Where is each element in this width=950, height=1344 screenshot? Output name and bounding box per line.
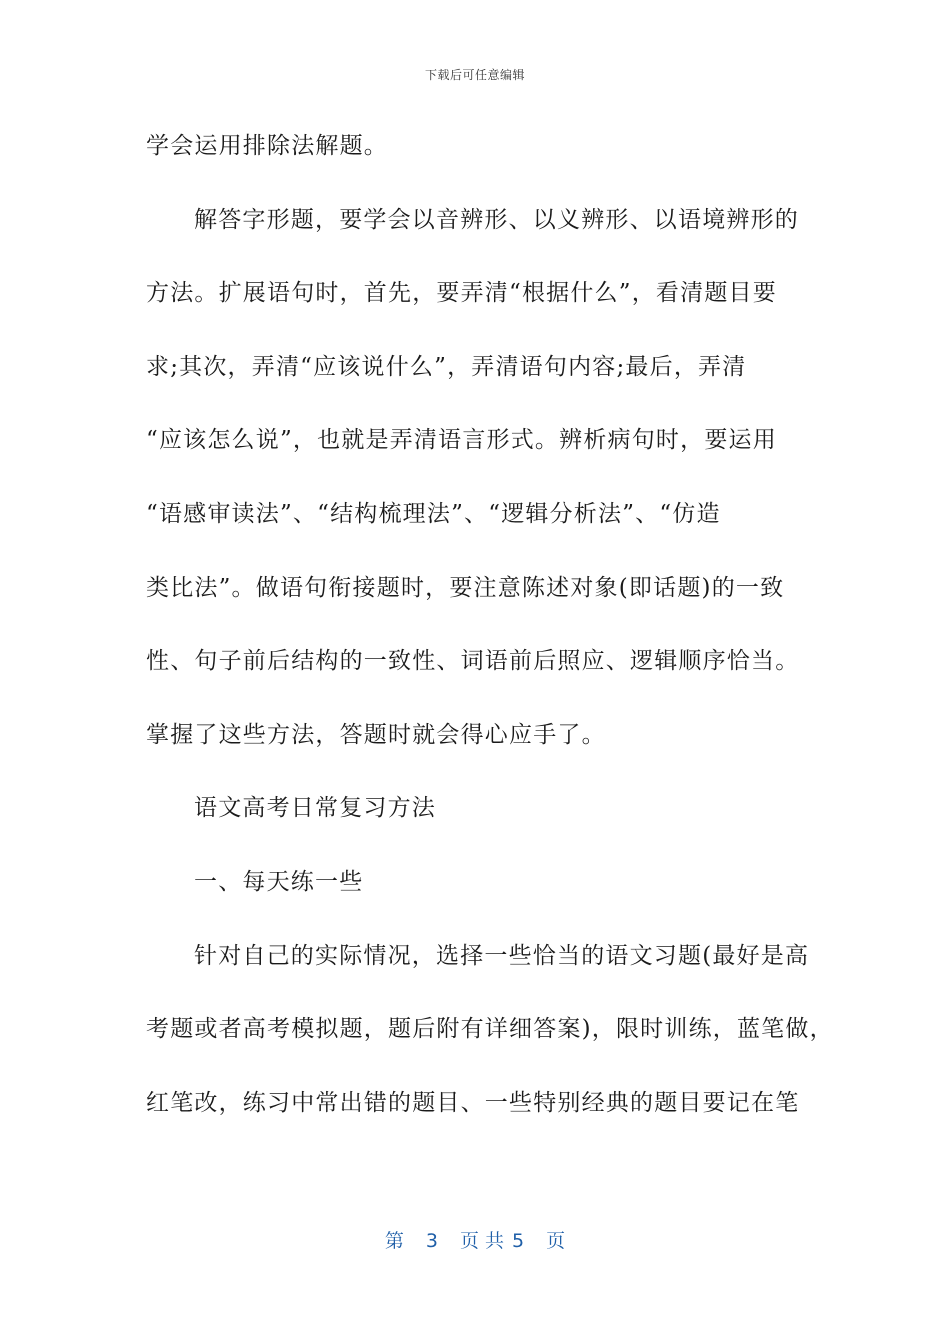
text-line-12: 针对自己的实际情况，选择一些恰当的语文习题(最好是高 xyxy=(194,942,810,969)
text-line-5: “应该怎么说”，也就是弄清语言形式。辨析病句时，要运用 xyxy=(146,427,777,454)
text-line-2: 解答字形题，要学会以音辨形、以义辨形、以语境辨形的 xyxy=(194,206,799,233)
text-line-14: 红笔改，练习中常出错的题目、一些特别经典的题目要记在笔 xyxy=(146,1089,800,1116)
text-line-1: 学会运用排除法解题。 xyxy=(146,133,388,159)
section-heading: 语文高考日常复习方法 xyxy=(194,795,436,822)
footer-middle: 页 共 xyxy=(459,1230,505,1252)
page-header: 下载后可任意编辑 xyxy=(424,68,525,82)
text-line-6: “语感审读法”、“结构梳理法”、“逻辑分析法”、“仿造 xyxy=(146,500,721,527)
page-footer xyxy=(0,1226,950,1253)
total-pages-number: 5 xyxy=(512,1230,525,1252)
text-line-13: 考题或者高考模拟题，题后附有详细答案)，限时训练，蓝笔做， xyxy=(146,1016,834,1043)
subsection-heading: 一、每天练一些 xyxy=(194,868,364,895)
text-line-4: 求;其次，弄清“应该说什么”，弄清语句内容;最后，弄清 xyxy=(146,353,747,380)
document-body xyxy=(146,118,834,1148)
text-line-8: 性、句子前后结构的一致性、词语前后照应、逻辑顺序恰当。 xyxy=(146,648,800,675)
footer-prefix: 第 xyxy=(384,1230,404,1252)
current-page-number: 3 xyxy=(425,1230,438,1252)
footer-suffix: 页 xyxy=(546,1230,566,1252)
text-line-9: 掌握了这些方法，答题时就会得心应手了。 xyxy=(146,721,606,748)
text-line-7: 类比法”。做语句衔接题时，要注意陈述对象(即话题)的一致 xyxy=(146,574,785,601)
text-line-3: 方法。扩展语句时，首先，要弄清“根据什么”，看清题目要 xyxy=(146,280,777,307)
